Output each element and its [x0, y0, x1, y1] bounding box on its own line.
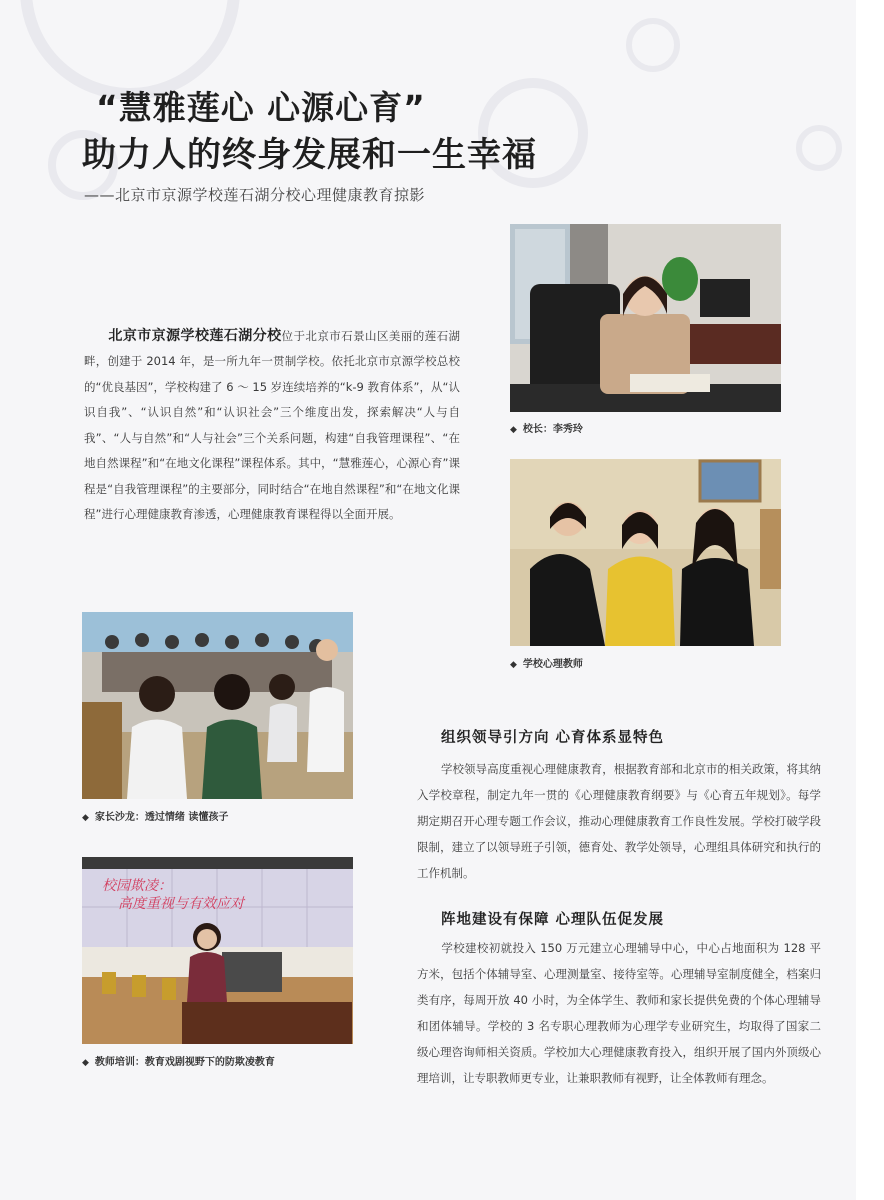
- decor-ring-top-right-icon: [626, 18, 680, 72]
- training-caption: [82, 1053, 275, 1068]
- salon-caption: [82, 808, 228, 823]
- section-body-construction: [417, 935, 821, 1091]
- decor-ring-right-icon: [796, 125, 842, 171]
- page-subtitle: ——北京市京源学校莲石湖分校心理健康教育掠影: [84, 186, 426, 204]
- diamond-icon: ◆: [82, 813, 89, 823]
- teachers-photo: [510, 459, 781, 646]
- page-title-line1: “慧雅莲心 心源心育”: [96, 88, 426, 127]
- section-body-construction-text: 学校建校初就投入 150 万元建立心理辅导中心，中心占地面积为 128 平方米，包括个体辅导室、心理测量室、接待室等。心理辅导室制度健全，档案归类有序，每周开放 40 小时，为全体学生、教师和家长提供免费的个体心理辅导和团体辅导。学校的 3 名专职心理教师为心理学专业研究生，均取得了国家二级心理咨询师相关资质。学校加大心理健康教育投入，组织开展了国内外顶级心理培训，让专职教师更专业，让兼职教师有视野，让全体教师有理念。: [417, 941, 821, 1085]
- section-title-leadership: 组织领导引方向 心育体系显特色: [441, 730, 665, 746]
- principal-caption-text: 校长：李秀玲: [522, 424, 583, 435]
- section-title-construction: 阵地建设有保障 心理队伍促发展: [441, 912, 665, 928]
- diamond-icon: ◆: [510, 660, 517, 670]
- section-body-leadership-text: 学校领导高度重视心理健康教育，根据教育部和北京市的相关政策，将其纳入学校章程，制定九年一贯的《心理健康教育纲要》与《心育五年规划》。每学期定期召开心理专题工作会议，推动心理健康教育工作良性发展。学校打破学段限制，建立了以领导班子引领，德育处、教学处领导，心理组具体研究和执行的工作机制。: [417, 762, 821, 880]
- screen-text: [102, 877, 342, 913]
- screen-text-line1: 校园欺凌：: [102, 878, 172, 894]
- teachers-caption-text: 学校心理教师: [522, 659, 583, 670]
- intro-text: 位于北京市石景山区美丽的莲石湖畔，创建于 2014 年，是一所九年一贯制学校。依托北京市京源学校总校的“优良基因”，学校构建了 6 ～ 15 岁连续培养的“k-9 教育体系”，从“认识自我”、“认识自然”和“认识社会”三个维度出发，探索解决“人与自我”、“人与自然”和“人与社会”三个关系问题，构建“自我管理课程”、“在地自然课程”和“在地文化课程”课程体系。其中，“慧雅莲心，心源心育”课程是“自我管理课程”的主要部分，同时结合“在地自然课程”和“在地文化课程”进行心理健康教育渗透，心理健康教育课程得以全面开展。: [84, 328, 461, 521]
- teachers-caption: [510, 655, 583, 670]
- screen-text-line2: 高度重视与有效应对: [118, 896, 244, 912]
- principal-photo: [510, 224, 781, 412]
- page-title-line2: 助力人的终身发展和一生幸福: [82, 135, 537, 175]
- diamond-icon: ◆: [510, 425, 517, 435]
- section-body-leadership: [417, 756, 821, 886]
- teacher-training-photo: [82, 857, 353, 1044]
- salon-caption-text: 家长沙龙：透过情绪 读懂孩子: [94, 812, 229, 823]
- diamond-icon: ◆: [82, 1058, 89, 1068]
- parent-salon-photo: [82, 612, 353, 799]
- principal-caption: [510, 420, 583, 435]
- intro-lead: 北京市京源学校莲石湖分校: [108, 327, 282, 344]
- training-caption-text: 教师培训：教育戏剧视野下的防欺凌教育: [94, 1057, 275, 1068]
- intro-paragraph: [84, 324, 460, 528]
